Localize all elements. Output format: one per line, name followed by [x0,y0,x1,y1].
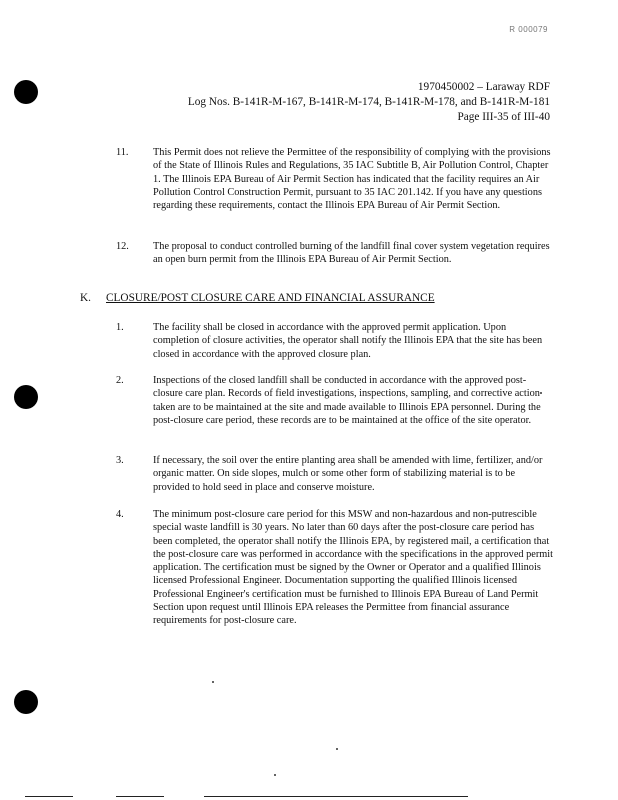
item-number: 4. [116,509,124,520]
section-heading [80,291,435,305]
item-text: The proposal to conduct controlled burning of the landfill final cover system vegetation requires an open burn permit from the Illinois EPA Bureau of Air Permit Section. [153,241,550,266]
item-text: Inspections of the closed landfill shall be conducted in accordance with the approved post-closure care plan. Records of field investigations, inspections, sampling, and corrective action taken are to be maintained at the site and made available to Illinois EPA personnel. During the post-closure care period, these records are to be maintained at the office of the site operator. [153,375,541,426]
list-item [116,321,554,361]
list-item [116,374,554,427]
list-item [116,454,554,494]
item-text: The minimum post-closure care period for this MSW and non-hazardous and non-putrescible special waste landfill is 30 years. No later than 60 days after the post-closure care period has been completed, the operator shall notify the Illinois EPA, by registered mail, a certification that the post-closure care was performed in accordance with the specifications in the approved permit application. The certification must be signed by the Owner or Operator and a qualified Illinois licensed Professional Engineer. Documentation supporting the qualified Illinois licensed Professional Engineer's certification must be furnished to Illinois EPA Bureau of Land Permit Section upon request until Illinois EPA releases the Permittee from financial assurance requirements for post-closure care. [153,509,553,627]
footer-rule [116,796,164,797]
item-text: If necessary, the soil over the entire planting area shall be amended with lime, fertilizer, and/or organic matter. On side slopes, mulch or some other form of stabilizing material is to be provided to hold seed in place and conserve moisture. [153,455,543,493]
list-item [116,508,554,628]
scan-speck [336,748,338,750]
page-header [188,80,550,125]
facility-id-line: 1970450002 – Laraway RDF [417,81,550,93]
footer-rule [25,796,73,797]
bates-stamp: R 000079 [509,25,548,34]
list-item [116,240,554,267]
scan-speck [274,774,276,776]
scan-speck [540,392,542,394]
item-number: 12. [116,241,129,252]
item-number: 3. [116,455,124,466]
item-text: The facility shall be closed in accordance with the approved permit application. Upon completion of closure activities, the operator shall notify the Illinois EPA that the site has been closed in accordance with the approved closure plan. [153,322,543,360]
footer-rule [204,796,468,797]
item-number: 11. [116,147,129,158]
list-item [116,146,554,212]
item-number: 1. [116,322,124,333]
scan-speck [212,681,214,683]
section-letter: K. [80,292,91,304]
punch-hole [14,385,38,409]
punch-hole [14,690,38,714]
page-number-line: Page III-35 of III-40 [457,111,550,123]
punch-hole [14,80,38,104]
section-title: CLOSURE/POST CLOSURE CARE AND FINANCIAL ASSURANCE [106,292,435,304]
log-numbers-line: Log Nos. B-141R-M-167, B-141R-M-174, B-141R-M-178, and B-141R-M-181 [187,96,550,108]
item-number: 2. [116,375,124,386]
item-text: This Permit does not relieve the Permittee of the responsibility of complying with the provisions of the State of Illinois Rules and Regulations, 35 IAC Subtitle B, Air Pollution Control, Chapter 1. The Illinois EPA Bureau of Air Permit Section has indicated that the facility requires an Air Pollution Control Construction Permit, pursuant to 35 IAC 201.142. If you have any questions regarding these requirements, contact the Illinois EPA Bureau of Air Permit Section. [153,147,551,212]
